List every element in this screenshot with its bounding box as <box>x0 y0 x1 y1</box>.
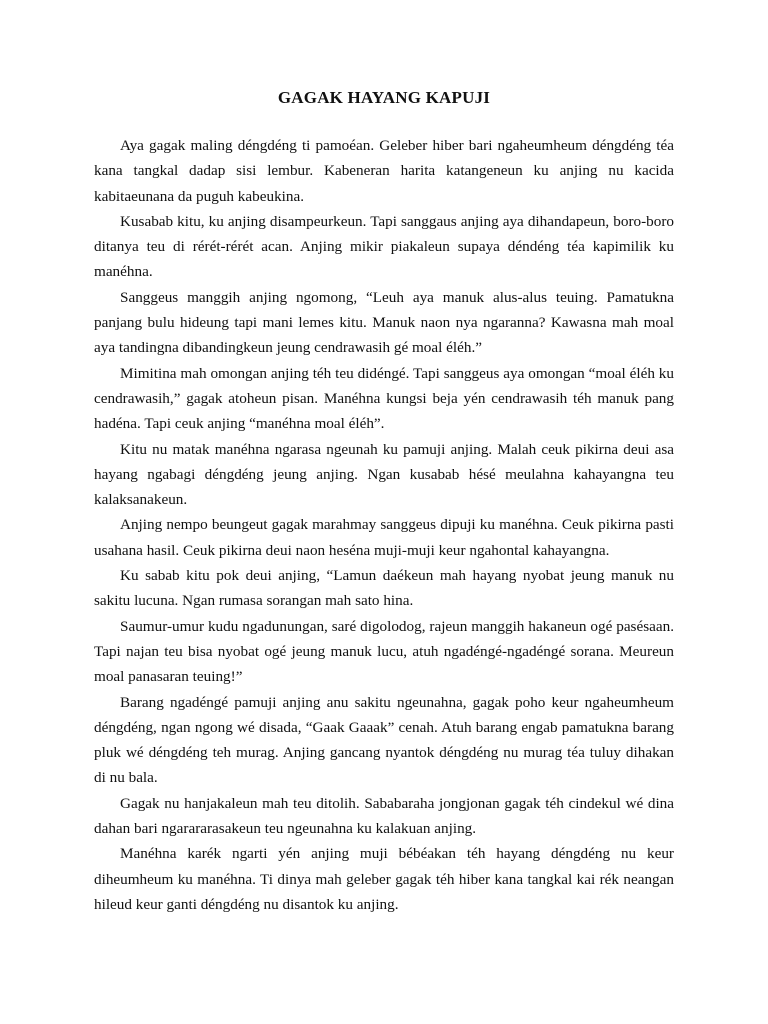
paragraph-9: Barang ngadéngé pamuji anjing anu sakitu ngeunahna, gagak poho keur ngaheumheum déngdéng, ngan ngong wé disada, “Gaak Gaaak” cenah. Atuh barang engab pamatukna barang pluk wé déngdéng teh murag. Anjing gancang nyantok déngdéng nu murag téa tuluy dihakan di nu bala. <box>94 693 674 787</box>
paragraph-6: Anjing nempo beungeut gagak marahmay sanggeus dipuji ku manéhna. Ceuk pikirna pasti usahana hasil. Ceuk pikirna deui naon heséna muji-muji keur ngahontal kahayangna. <box>94 516 674 559</box>
paragraph-5: Kitu nu matak manéhna ngarasa ngeunah ku pamuji anjing. Malah ceuk pikirna deui asa hayang ngabagi déngdéng jeung anjing. Ngan kusabab hésé meulahna kahayangna teu kalaksanakeun. <box>94 440 674 509</box>
paragraph-3: Sanggeus manggih anjing ngomong, “Leuh aya manuk alus-alus teuing. Pamatukna panjang bulu hideung tapi mani lemes kitu. Manuk naon nya ngaranna? Kawasna mah moal aya tandingna dibandingkeun jeung cendrawasih gé moal éléh.” <box>94 288 674 357</box>
paragraph-2: Kusabab kitu, ku anjing disampeurkeun. Tapi sanggaus anjing aya dihandapeun, boro-boro ditanya teu di rérét-rérét acan. Anjing mikir piakaleun supaya déndéng téa kapimilik ku manéhna. <box>94 212 674 281</box>
paragraph-7: Ku sabab kitu pok deui anjing, “Lamun daékeun mah hayang nyobat jeung manuk nu sakitu lucuna. Ngan rumasa sorangan mah sato hina. <box>94 567 674 610</box>
paragraph-8: Saumur-umur kudu ngadunungan, saré digolodog, rajeun manggih hakaneun ogé pasésaan. Tapi najan teu bisa nyobat ogé jeung manuk lucu, atuh ngadéngé-ngadéngé sorana. Meureun moal panasaran teuing!” <box>94 617 674 686</box>
paragraph-10: Gagak nu hanjakaleun mah teu ditolih. Sababaraha jongjonan gagak téh cindekul wé dina dahan bari ngarararasakeun teu ngeunahna ku kalakuan anjing. <box>94 794 674 838</box>
document-title: GAGAK HAYANG KAPUJI <box>277 88 491 107</box>
paragraph-4: Mimitina mah omongan anjing téh teu didéngé. Tapi sanggeus aya omongan “moal éléh ku cendrawasih,” gagak atoheun pisan. Manéhna kungsi beja yén cendrawasih téh manuk pang hadéna. Tapi ceuk anjing “manéhna moal éléh”. <box>94 364 674 433</box>
document-body <box>94 133 674 917</box>
paragraph-1: Aya gagak maling déngdéng ti pamoéan. Geleber hiber bari ngaheumheum déngdéng téa kana tangkal dadap sisi lembur. Kabeneran harita katangeneun ku anjing nu kacida kabitaeunana da puguh kabeukina. <box>94 137 674 205</box>
paragraph-11: Manéhna karék ngarti yén anjing muji bébéakan téh hayang déngdéng nu keur diheumheum ku manéhna. Ti dinya mah geleber gagak téh hiber kana tangkal kai rék neangan hileud keur ganti déngdéng nu disantok ku anjing. <box>94 845 674 913</box>
